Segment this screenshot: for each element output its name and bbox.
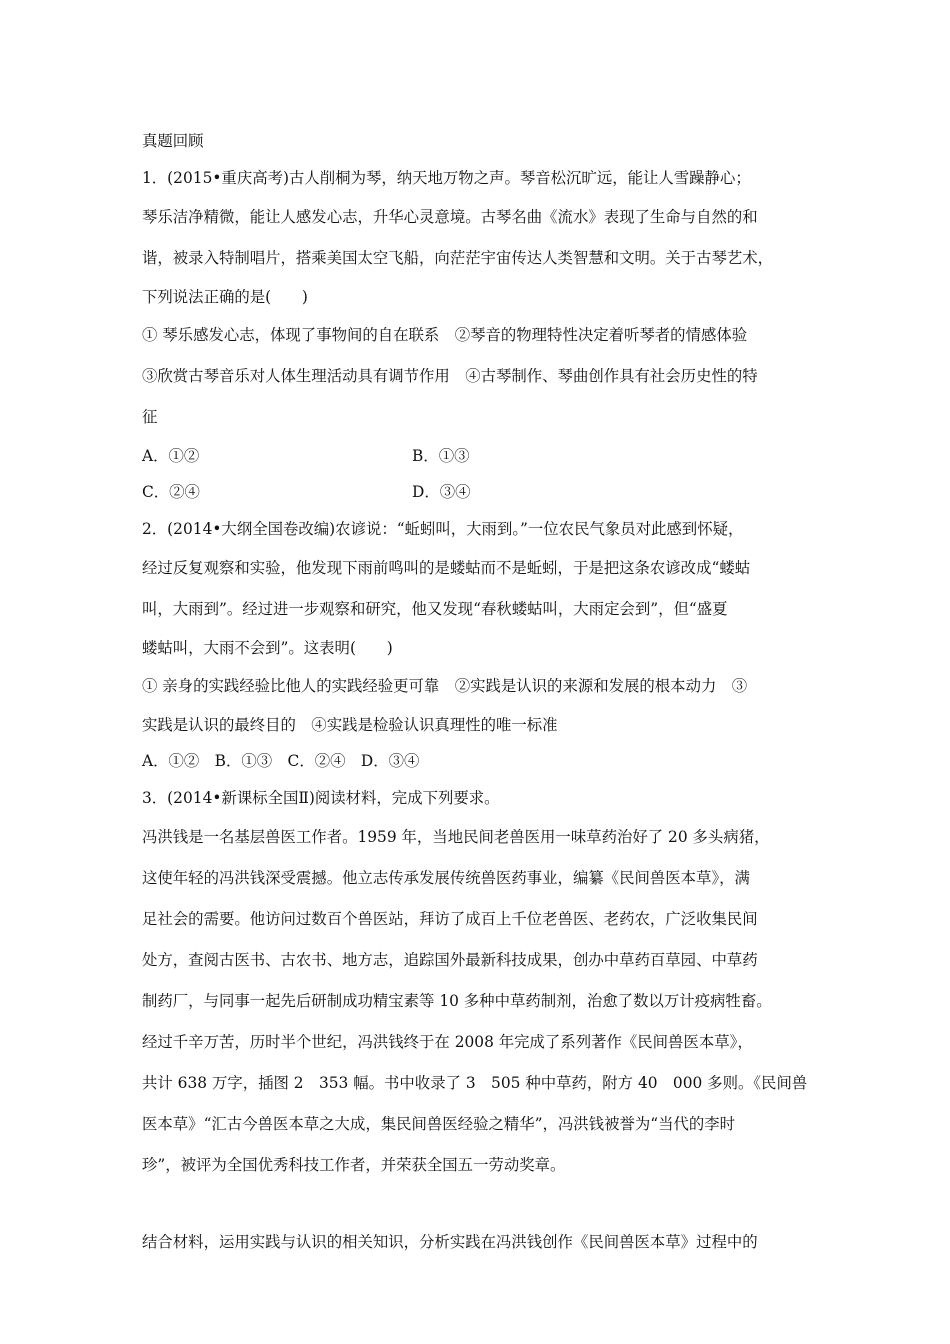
question-2 — [142, 510, 822, 779]
q3-task-line-1: 结合材料，运用实践与认识的相关知识，分析实践在冯洪钱创作《民间兽医本草》过程中的 — [142, 1233, 758, 1251]
q3-material-line-7: 共计 638 万字，插图 2 353 幅。书中收录了 3 505 种中草药，附方 40 000 多则。《民间兽 — [142, 1074, 808, 1092]
q2-stem-line-4: 蝼蛄叫，大雨不会到”。这表明( ) — [142, 639, 393, 657]
q1-stem-line-4: 下列说法正确的是( ) — [142, 288, 308, 306]
q2-statements-line-2: 实践是认识的最终目的 ④实践是检验认识真理性的唯一标准 — [142, 716, 558, 734]
q1-statements-line-3: 征 — [142, 408, 158, 426]
section-heading: 真题回顾 — [142, 132, 204, 150]
q3-material-line-2: 这使年轻的冯洪钱深受震撼。他立志传承发展传统兽医药事业，编纂《民间兽医本草》，满 — [142, 869, 750, 887]
q3-material-line-5: 制药厂，与同事一起先后研制成功精宝素等 10 多种中草药制剂，治愈了数以万计疫病牲畜。 — [142, 992, 772, 1010]
question-1 — [142, 159, 822, 510]
q3-material-line-4: 处方，查阅古医书、古农书、地方志，追踪国外最新科技成果，创办中草药百草园、中草药 — [142, 951, 758, 969]
question-3 — [142, 779, 822, 1263]
q3-material-line-8: 医本草》“汇古今兽医本草之大成，集民间兽医经验之精华”，冯洪钱被誉为“当代的李时 — [142, 1115, 736, 1133]
q1-option-a: A．①② — [142, 447, 200, 465]
q3-material-line-1: 冯洪钱是一名基层兽医工作者。1959 年，当地民间老兽医用一味草药治好了 20 多头病猪， — [142, 828, 770, 846]
q1-stem-line-2: 琴乐洁净精微，能让人感发心志，升华心灵意境。古琴名曲《流水》表现了生命与自然的和 — [142, 208, 758, 226]
q1-option-d: D．③④ — [412, 483, 471, 501]
q1-stem-line-3: 谐，被录入特制唱片，搭乘美国太空飞船，向茫茫宇宙传达人类智慧和文明。关于古琴艺术， — [142, 249, 774, 267]
q1-statements-line-2: ③欣赏古琴音乐对人体生理活动具有调节作用 ④古琴制作、琴曲创作具有社会历史性的特 — [142, 367, 758, 385]
q1-option-b: B．①③ — [412, 447, 470, 465]
q2-stem-line-1: 2．(2014•大纲全国卷改编)农谚说：“蚯蚓叫，大雨到。”一位农民气象员对此感到怀疑， — [142, 520, 744, 538]
q2-options: A．①② B．①③ C．②④ D．③④ — [142, 752, 420, 770]
document-body — [142, 123, 822, 1263]
q2-statements-line-1: ① 亲身的实践经验比他人的实践经验更可靠 ②实践是认识的来源和发展的根本动力 ③ — [142, 677, 748, 695]
q1-options-row-1 — [142, 438, 822, 474]
q3-material-line-9: 珍”，被评为全国优秀科技工作者，并荣获全国五一劳动奖章。 — [142, 1156, 566, 1174]
q1-options-row-2 — [142, 474, 822, 510]
q2-stem-line-3: 叫，大雨到”。经过进一步观察和研究，他又发现“春秋蝼蛄叫，大雨定会到”，但“盛夏 — [142, 600, 728, 618]
q3-stem: 3．(2014•新课标全国Ⅱ)阅读材料，完成下列要求。 — [142, 789, 500, 807]
q3-material-line-6: 经过千辛万苦，历时半个世纪，冯洪钱终于在 2008 年完成了系列著作《民间兽医本草》， — [142, 1033, 753, 1051]
q3-material-line-10 — [142, 1186, 822, 1222]
q1-stem-line-1: 1．(2015•重庆高考)古人削桐为琴，纳天地万物之声。琴音松沉旷远，能让人雪躁静心； — [142, 169, 751, 187]
q3-material-line-3: 足社会的需要。他访问过数百个兽医站，拜访了成百上千位老兽医、老药农，广泛收集民间 — [142, 910, 758, 928]
q2-stem-line-2: 经过反复观察和实验，他发现下雨前鸣叫的是蝼蛄而不是蚯蚓，于是把这条农谚改成“蝼蛄 — [142, 559, 751, 577]
q1-option-c: C．②④ — [142, 483, 200, 501]
q1-statements-line-1: ① 琴乐感发心志，体现了事物间的自在联系 ②琴音的物理特性决定着听琴者的情感体验 — [142, 326, 748, 344]
